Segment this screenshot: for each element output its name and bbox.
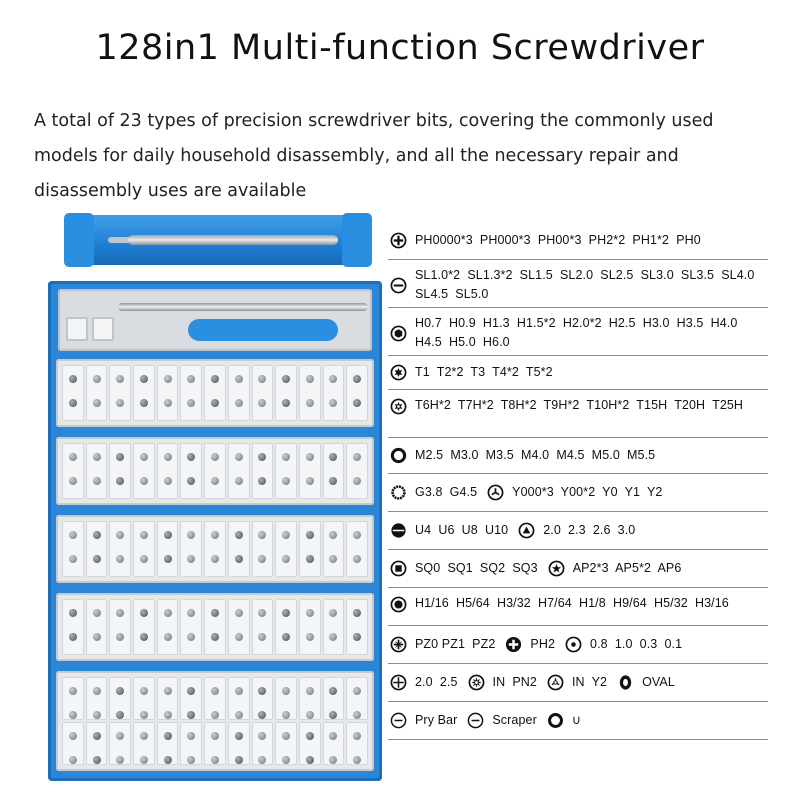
bit-tray-3 xyxy=(56,515,374,583)
bit-slot xyxy=(252,365,274,421)
spec-segment xyxy=(487,483,662,502)
spec-segment xyxy=(390,673,458,692)
spec-text: PZ0 PZ1 PZ2 xyxy=(415,637,496,651)
bit-slot xyxy=(323,599,345,655)
bit-case xyxy=(48,281,382,781)
spec-text: PH2 xyxy=(530,637,556,651)
spec-segment xyxy=(390,635,495,654)
bit-slot xyxy=(346,443,368,499)
spec-text: H1/16 H5/64 H3/32 H7/64 H1/8 H9/64 H5/32 H3/16 xyxy=(415,596,729,610)
bit-slot xyxy=(299,677,321,720)
spec-row xyxy=(388,308,768,356)
spec-segment xyxy=(547,711,581,730)
bit-slot xyxy=(275,443,297,499)
bit-grid xyxy=(62,521,368,577)
phillips-bold-icon xyxy=(505,636,522,653)
spec-segment xyxy=(390,396,765,415)
spec-segment xyxy=(518,521,635,540)
bit-slot xyxy=(323,722,345,765)
bit-tray-2 xyxy=(56,437,374,505)
bit-slot xyxy=(323,521,345,577)
pozidriv-icon xyxy=(390,636,407,653)
tray-slot xyxy=(92,317,114,341)
spec-row xyxy=(388,390,768,438)
bit-slot xyxy=(204,677,226,720)
spec-row-content xyxy=(390,483,672,502)
bit-slot xyxy=(109,599,131,655)
spec-segment xyxy=(390,483,477,502)
spec-segment xyxy=(548,559,682,578)
bit-slot xyxy=(228,722,250,765)
spec-row xyxy=(388,702,768,740)
bit-slot xyxy=(204,443,226,499)
inch-hex-icon xyxy=(390,596,407,613)
spec-text: G3.8 G4.5 xyxy=(415,485,478,499)
spec-row xyxy=(388,260,768,308)
spec-segment xyxy=(468,673,537,692)
bit-slot xyxy=(275,365,297,421)
tube-cap-right xyxy=(342,213,372,267)
spec-row-content xyxy=(390,559,691,578)
bit-slot xyxy=(180,599,202,655)
bit-slot xyxy=(86,521,108,577)
bit-slot xyxy=(157,599,179,655)
bit-slot xyxy=(157,365,179,421)
torx-icon xyxy=(390,364,407,381)
bit-grid xyxy=(62,443,368,499)
spec-row xyxy=(388,222,768,260)
spec-row-content xyxy=(390,231,711,250)
spec-segment xyxy=(565,635,682,654)
spec-segment xyxy=(467,711,536,730)
bit-slot xyxy=(228,521,250,577)
triangle-icon xyxy=(518,522,535,539)
spec-row-content xyxy=(390,673,685,692)
spec-text: PH0000*3 PH000*3 PH00*3 PH2*2 PH1*2 PH0 xyxy=(415,233,701,247)
bit-slot xyxy=(228,677,250,720)
u-type-icon xyxy=(390,522,407,539)
spec-segment xyxy=(390,559,538,578)
scraper-icon xyxy=(467,712,484,729)
u-socket-icon xyxy=(547,712,564,729)
top-tray xyxy=(58,289,372,351)
bit-slot xyxy=(252,599,274,655)
spec-text: ∪ xyxy=(571,713,582,727)
bit-slot xyxy=(157,677,179,720)
oval-icon xyxy=(617,674,634,691)
bit-slot xyxy=(299,722,321,765)
bit-slot xyxy=(62,677,84,720)
spec-text: Pry Bar xyxy=(415,713,458,727)
spec-row xyxy=(388,588,768,626)
spec-text: U4 U6 U8 U10 xyxy=(415,523,509,537)
pentalobe-dot-icon xyxy=(565,636,582,653)
bit-grid xyxy=(62,365,368,421)
spec-text: 0.8 1.0 0.3 0.1 xyxy=(590,637,683,651)
bit-slot xyxy=(275,599,297,655)
bit-slot xyxy=(252,677,274,720)
bit-slot xyxy=(346,365,368,421)
spec-row-content xyxy=(390,521,645,540)
spec-text: SL1.0*2 SL1.3*2 SL1.5 SL2.0 SL2.5 SL3.0 SL3.5 SL4.0 SL4.5 SL5.0 xyxy=(415,268,762,301)
spec-row-content xyxy=(390,266,775,304)
spec-text: T6H*2 T7H*2 T8H*2 T9H*2 T10H*2 T15H T20H T25H xyxy=(415,398,744,412)
square-icon xyxy=(390,560,407,577)
bit-slot xyxy=(157,722,179,765)
in-pn-icon xyxy=(468,674,485,691)
bit-slot xyxy=(204,365,226,421)
bit-grid xyxy=(62,599,368,655)
hex-icon xyxy=(390,325,407,342)
spec-row xyxy=(388,626,768,664)
bit-slot xyxy=(299,365,321,421)
spec-segment xyxy=(390,446,655,465)
bit-slot xyxy=(180,677,202,720)
description xyxy=(34,104,774,209)
spec-row-content xyxy=(390,446,665,465)
spec-row-content xyxy=(390,363,563,382)
bit-slot xyxy=(133,443,155,499)
bit-slot xyxy=(252,443,274,499)
screwdriver-handle-tube xyxy=(68,215,368,265)
in-y-icon xyxy=(547,674,564,691)
tray-slot xyxy=(66,317,88,341)
page-title: 128in1 Multi-function Screwdriver xyxy=(95,28,705,68)
bit-slot xyxy=(109,722,131,765)
bit-slot xyxy=(109,677,131,720)
bit-slot xyxy=(86,722,108,765)
spec-row xyxy=(388,550,768,588)
bit-slot xyxy=(133,722,155,765)
bit-slot xyxy=(180,722,202,765)
spec-text: IN Y2 xyxy=(571,675,608,689)
bit-slot xyxy=(133,677,155,720)
bit-slot xyxy=(346,722,368,765)
bit-slot xyxy=(228,365,250,421)
bit-slot xyxy=(299,443,321,499)
cross-circle-icon xyxy=(390,674,407,691)
spec-text: AP2*3 AP5*2 AP6 xyxy=(572,561,682,575)
tri-wing-icon xyxy=(487,484,504,501)
bit-slot xyxy=(228,443,250,499)
bit-slot xyxy=(275,521,297,577)
bit-slot xyxy=(109,521,131,577)
spec-text: Y000*3 Y00*2 Y0 Y1 Y2 xyxy=(512,485,663,499)
spec-text: SQ0 SQ1 SQ2 SQ3 xyxy=(415,561,538,575)
spec-row xyxy=(388,664,768,702)
slotted-icon xyxy=(390,277,407,294)
bit-slot xyxy=(180,443,202,499)
bit-slot xyxy=(299,521,321,577)
spec-text: T1 T2*2 T3 T4*2 T5*2 xyxy=(415,365,553,379)
bit-slot xyxy=(157,521,179,577)
bit-slot xyxy=(346,599,368,655)
spec-segment xyxy=(547,673,607,692)
spec-segment xyxy=(390,231,701,250)
spec-text: OVAL xyxy=(642,675,675,689)
bit-slot xyxy=(62,521,84,577)
phillips-icon xyxy=(390,232,407,249)
bit-grid xyxy=(62,677,368,765)
description-line-3: disassembly uses are available xyxy=(34,181,307,201)
spec-segment xyxy=(390,363,553,382)
retaining-strap xyxy=(188,319,338,341)
bit-slot xyxy=(252,722,274,765)
spec-row-content xyxy=(390,711,591,730)
hex-nut-icon xyxy=(390,447,407,464)
bit-slot xyxy=(133,365,155,421)
bit-slot xyxy=(86,443,108,499)
spec-text: 2.0 2.5 xyxy=(415,675,458,689)
spec-text: H0.7 H0.9 H1.3 H1.5*2 H2.0*2 H2.5 H3.0 H3.5 H4.0 H4.5 H5.0 H6.0 xyxy=(415,316,745,349)
star-icon xyxy=(548,560,565,577)
bit-slot xyxy=(252,521,274,577)
spec-row-content xyxy=(390,396,775,415)
tube-cap-left xyxy=(64,213,94,267)
bit-slot xyxy=(323,443,345,499)
bit-slot xyxy=(133,521,155,577)
bit-slot xyxy=(228,599,250,655)
bit-slot xyxy=(204,722,226,765)
extension-rod xyxy=(118,303,368,311)
spec-segment xyxy=(390,594,765,613)
bit-slot xyxy=(109,365,131,421)
description-line-2: models for daily household disassembly, and all the necessary repair and xyxy=(34,146,679,166)
screwdriver-shaft xyxy=(128,235,338,245)
spec-text: IN PN2 xyxy=(492,675,537,689)
spec-text: M2.5 M3.0 M3.5 M4.0 M4.5 M5.0 M5.5 xyxy=(415,448,656,462)
spec-segment xyxy=(617,673,675,692)
bit-slot xyxy=(86,599,108,655)
bit-slot xyxy=(133,599,155,655)
bit-slot xyxy=(299,599,321,655)
spec-row xyxy=(388,356,768,390)
bit-slot xyxy=(275,677,297,720)
bit-slot xyxy=(346,677,368,720)
spec-text: 2.0 2.3 2.6 3.0 xyxy=(543,523,636,537)
bit-slot xyxy=(180,521,202,577)
bit-slot xyxy=(109,443,131,499)
gear-socket-icon xyxy=(390,484,407,501)
bit-tray-1 xyxy=(56,359,374,427)
spec-row xyxy=(388,438,768,474)
spec-text: Scraper xyxy=(492,713,537,727)
spec-segment xyxy=(390,521,508,540)
bit-slot xyxy=(62,722,84,765)
spec-row-content xyxy=(390,635,692,654)
bit-slot xyxy=(204,521,226,577)
spec-row xyxy=(388,474,768,512)
bit-slot xyxy=(180,365,202,421)
spec-segment xyxy=(390,266,765,304)
bit-slot xyxy=(86,677,108,720)
pry-bar-icon xyxy=(390,712,407,729)
bit-slot xyxy=(62,599,84,655)
bit-slot xyxy=(157,443,179,499)
bit-slot xyxy=(323,677,345,720)
bit-tray-5 xyxy=(56,671,374,771)
bit-slot xyxy=(346,521,368,577)
bit-tray-4 xyxy=(56,593,374,661)
bit-slot xyxy=(204,599,226,655)
spec-row xyxy=(388,512,768,550)
description-line-1: A total of 23 types of precision screwdriver bits, covering the commonly used xyxy=(34,111,714,131)
spec-segment xyxy=(505,635,555,654)
spec-segment xyxy=(390,314,765,352)
screwdriver-kit-image xyxy=(40,215,390,785)
spec-row-content xyxy=(390,594,775,613)
bit-slot xyxy=(62,443,84,499)
bit-slot xyxy=(275,722,297,765)
bit-slot xyxy=(86,365,108,421)
bit-slot xyxy=(323,365,345,421)
bit-spec-list xyxy=(388,222,768,740)
torx-hole-icon xyxy=(390,398,407,415)
spec-segment xyxy=(390,711,457,730)
spec-row-content xyxy=(390,314,775,352)
bit-slot xyxy=(62,365,84,421)
